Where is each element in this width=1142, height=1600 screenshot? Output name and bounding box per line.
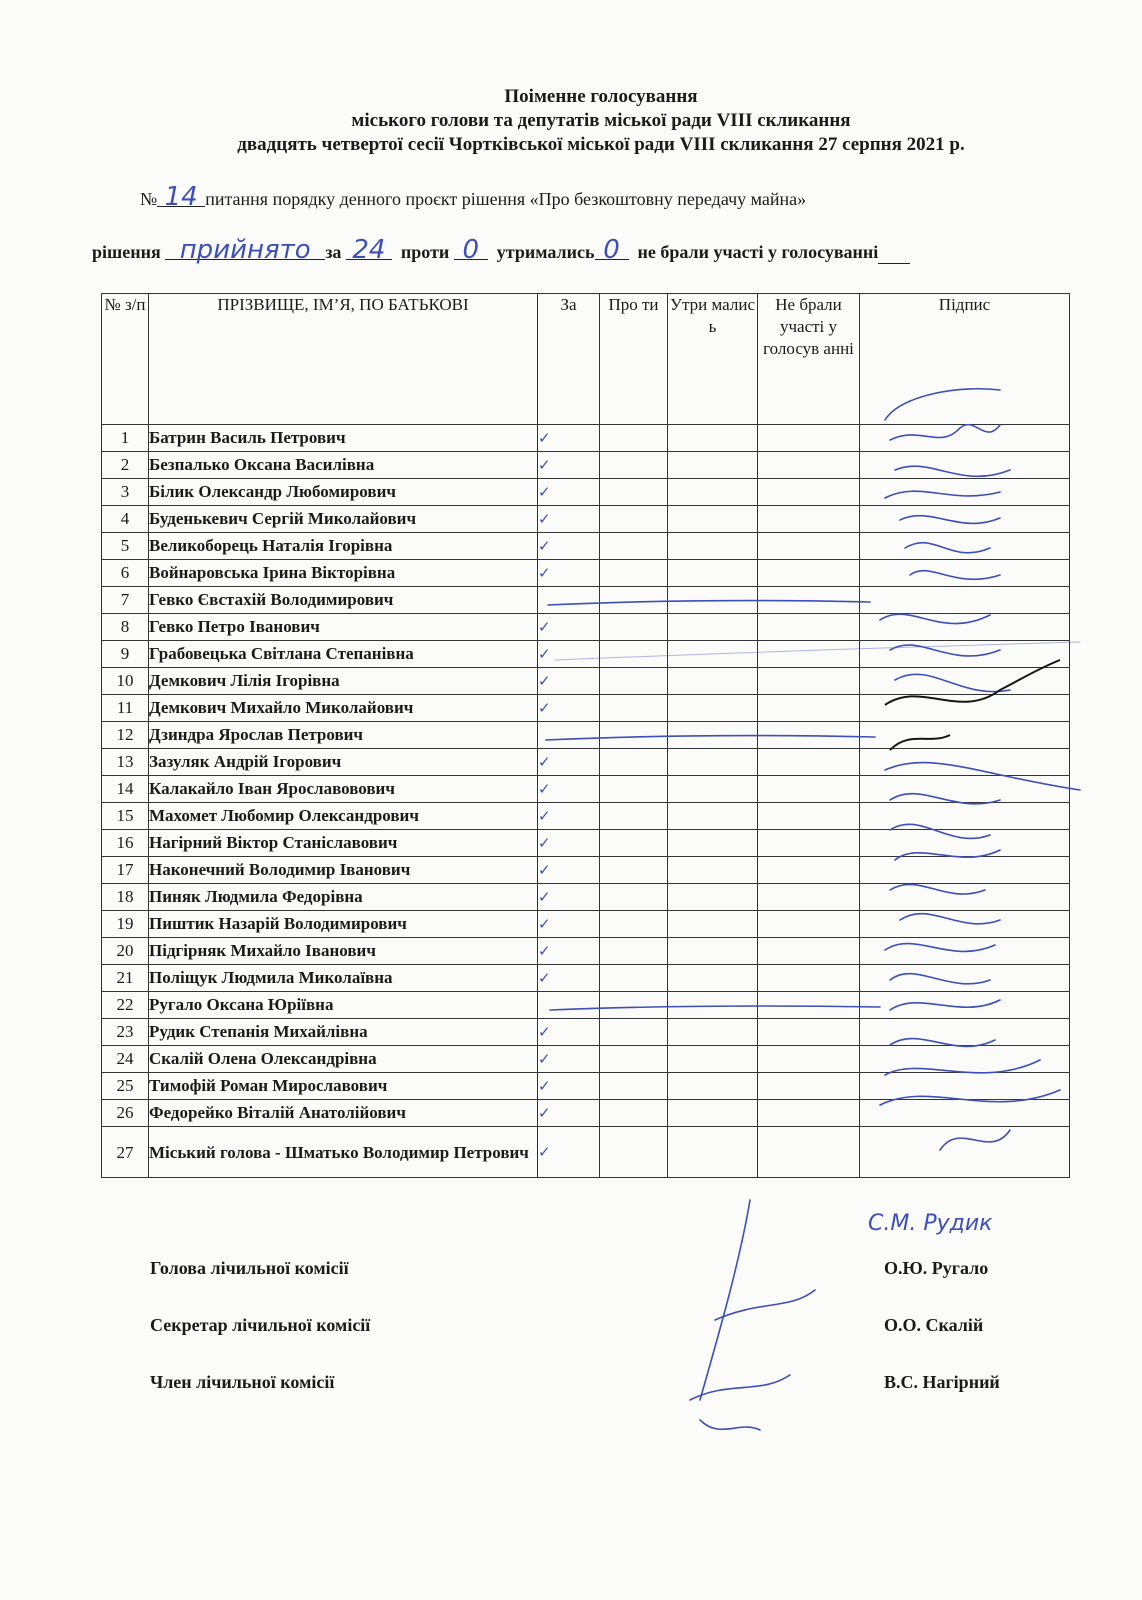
signature-cell bbox=[860, 452, 1070, 479]
table-row bbox=[102, 452, 1070, 479]
vote-against-cell bbox=[600, 830, 668, 857]
vote-not-voting-cell bbox=[758, 641, 860, 668]
row-number: 16 bbox=[102, 830, 149, 857]
table-row bbox=[102, 938, 1070, 965]
vote-against-cell bbox=[600, 1019, 668, 1046]
vote-against-cell bbox=[600, 803, 668, 830]
row-number: 27 bbox=[102, 1127, 149, 1178]
secretary-name: О.О. Скалій bbox=[884, 1315, 984, 1335]
check-mark-icon: ✓ bbox=[538, 1142, 551, 1161]
deputy-name: Поліщук Людмила Миколаївна bbox=[149, 965, 538, 992]
row-number: 15 bbox=[102, 803, 149, 830]
decision-label: рішення bbox=[92, 242, 161, 262]
vote-not-voting-cell bbox=[758, 1019, 860, 1046]
vote-abstained-cell bbox=[668, 668, 758, 695]
vote-abstained-cell bbox=[668, 938, 758, 965]
vote-abstained-cell bbox=[668, 830, 758, 857]
signature-cell bbox=[860, 1100, 1070, 1127]
vote-for-cell bbox=[538, 857, 600, 884]
table-row bbox=[102, 722, 1070, 749]
col-header-num: № з/п bbox=[102, 294, 149, 425]
row-number: 24 bbox=[102, 1046, 149, 1073]
deputy-name: Демкович Михайло Миколайович bbox=[149, 695, 538, 722]
vote-against-cell bbox=[600, 965, 668, 992]
abstained-label: утримались bbox=[496, 242, 595, 262]
vote-against-cell bbox=[600, 560, 668, 587]
commission-signatures bbox=[690, 1200, 815, 1430]
check-mark-icon: ✓ bbox=[538, 672, 551, 690]
vote-abstained-cell bbox=[668, 884, 758, 911]
deputy-name: Пиняк Людмила Федорівна bbox=[149, 884, 538, 911]
signature-cell bbox=[860, 695, 1070, 722]
table-row bbox=[102, 479, 1070, 506]
vote-for-cell bbox=[538, 695, 600, 722]
vote-for-cell bbox=[538, 938, 600, 965]
vote-not-voting-cell bbox=[758, 587, 860, 614]
check-mark-icon: ✓ bbox=[538, 1023, 551, 1041]
vote-for-cell bbox=[538, 1127, 600, 1178]
signature-cell bbox=[860, 668, 1070, 695]
deputy-name: Батрин Василь Петрович bbox=[149, 425, 538, 452]
table-row bbox=[102, 1046, 1070, 1073]
roll-call-table bbox=[101, 293, 1070, 1178]
deputy-name: Буденькевич Сергій Миколайович bbox=[149, 506, 538, 533]
vote-against-cell bbox=[600, 722, 668, 749]
row-number: 6 bbox=[102, 560, 149, 587]
deputy-name: Калакайло Іван Ярославовович bbox=[149, 776, 538, 803]
signature-cell bbox=[860, 533, 1070, 560]
vote-abstained-cell bbox=[668, 992, 758, 1019]
vote-not-voting-cell bbox=[758, 479, 860, 506]
row-number: 11 bbox=[102, 695, 149, 722]
table-row bbox=[102, 884, 1070, 911]
check-mark-icon: ✓ bbox=[538, 1050, 551, 1068]
row-number: 14 bbox=[102, 776, 149, 803]
vote-for-cell bbox=[538, 479, 600, 506]
row-number: 3 bbox=[102, 479, 149, 506]
deputy-name: Грабовецька Світлана Степанівна bbox=[149, 641, 538, 668]
vote-against-cell bbox=[600, 1046, 668, 1073]
signature-cell bbox=[860, 938, 1070, 965]
deputy-name: Рудик Степанія Михайлівна bbox=[149, 1019, 538, 1046]
abstained-count: 0 bbox=[595, 241, 629, 260]
vote-for-cell bbox=[538, 911, 600, 938]
deputy-name: Зазуляк Андрій Ігорович bbox=[149, 749, 538, 776]
deputy-name: Пиштик Назарій Володимирович bbox=[149, 911, 538, 938]
row-number: 10 bbox=[102, 668, 149, 695]
deputy-name: Великоборець Наталія Ігорівна bbox=[149, 533, 538, 560]
signature-cell bbox=[860, 1127, 1070, 1178]
vote-for-cell bbox=[538, 722, 600, 749]
agenda-item-line bbox=[140, 182, 807, 212]
vote-not-voting-cell bbox=[758, 533, 860, 560]
for-label: за bbox=[325, 242, 342, 262]
vote-for-cell bbox=[538, 965, 600, 992]
signature-cell bbox=[860, 1019, 1070, 1046]
table-row bbox=[102, 803, 1070, 830]
row-number: 7 bbox=[102, 587, 149, 614]
vote-not-voting-cell bbox=[758, 722, 860, 749]
vote-abstained-cell bbox=[668, 695, 758, 722]
signature-cell bbox=[860, 911, 1070, 938]
vote-against-cell bbox=[600, 533, 668, 560]
row-number: 21 bbox=[102, 965, 149, 992]
vote-for-cell bbox=[538, 506, 600, 533]
table-row bbox=[102, 776, 1070, 803]
row-number: 12 bbox=[102, 722, 149, 749]
decision-line bbox=[92, 235, 910, 265]
vote-abstained-cell bbox=[668, 479, 758, 506]
vote-against-cell bbox=[600, 695, 668, 722]
vote-against-cell bbox=[600, 506, 668, 533]
not-voting-blank bbox=[878, 242, 910, 264]
deputy-name: Наконечний Володимир Іванович bbox=[149, 857, 538, 884]
table-row bbox=[102, 641, 1070, 668]
vote-abstained-cell bbox=[668, 641, 758, 668]
vote-for-cell bbox=[538, 560, 600, 587]
check-mark-icon: ✓ bbox=[538, 888, 551, 906]
item-text: питання порядку денного проєкт рішення «Про безкоштовну передачу майна» bbox=[205, 189, 807, 209]
chair-name: О.Ю. Ругало bbox=[884, 1258, 989, 1278]
row-number: 22 bbox=[102, 992, 149, 1019]
vote-against-cell bbox=[600, 776, 668, 803]
vote-against-cell bbox=[600, 614, 668, 641]
vote-against-cell bbox=[600, 938, 668, 965]
vote-not-voting-cell bbox=[758, 803, 860, 830]
table-row bbox=[102, 911, 1070, 938]
check-mark-icon: ✓ bbox=[538, 537, 551, 555]
vote-not-voting-cell bbox=[758, 857, 860, 884]
vote-not-voting-cell bbox=[758, 965, 860, 992]
vote-not-voting-cell bbox=[758, 695, 860, 722]
for-count: 24 bbox=[346, 241, 392, 260]
vote-for-cell bbox=[538, 641, 600, 668]
signature-cell bbox=[860, 641, 1070, 668]
vote-abstained-cell bbox=[668, 560, 758, 587]
deputy-name: Войнаровська Ірина Вікторівна bbox=[149, 560, 538, 587]
row-number: 19 bbox=[102, 911, 149, 938]
vote-for-cell bbox=[538, 614, 600, 641]
check-mark-icon: ✓ bbox=[538, 915, 551, 933]
vote-for-cell bbox=[538, 803, 600, 830]
check-mark-icon: ✓ bbox=[538, 456, 551, 474]
item-prefix: № bbox=[140, 189, 158, 209]
table-row bbox=[102, 587, 1070, 614]
row-number: 20 bbox=[102, 938, 149, 965]
row-number: 8 bbox=[102, 614, 149, 641]
row-number: 18 bbox=[102, 884, 149, 911]
table-row bbox=[102, 425, 1070, 452]
vote-against-cell bbox=[600, 1073, 668, 1100]
vote-for-cell bbox=[538, 452, 600, 479]
deputy-name: Підгірняк Михайло Іванович bbox=[149, 938, 538, 965]
row-number: 26 bbox=[102, 1100, 149, 1127]
vote-not-voting-cell bbox=[758, 1127, 860, 1178]
signature-cell bbox=[860, 587, 1070, 614]
check-mark-icon: ✓ bbox=[538, 942, 551, 960]
vote-against-cell bbox=[600, 1100, 668, 1127]
vote-for-cell bbox=[538, 533, 600, 560]
check-mark-icon: ✓ bbox=[538, 807, 551, 825]
table-row bbox=[102, 992, 1070, 1019]
vote-not-voting-cell bbox=[758, 668, 860, 695]
vote-for-cell bbox=[538, 749, 600, 776]
row-number: 1 bbox=[102, 425, 149, 452]
vote-against-cell bbox=[600, 1127, 668, 1178]
deputy-name: Нагірний Віктор Станіславович bbox=[149, 830, 538, 857]
doc-title: Поіменне голосування bbox=[504, 86, 698, 107]
row-number: 4 bbox=[102, 506, 149, 533]
vote-not-voting-cell bbox=[758, 992, 860, 1019]
vote-for-cell bbox=[538, 425, 600, 452]
deputy-name: Ругало Оксана Юріївна bbox=[149, 992, 538, 1019]
table-row bbox=[102, 668, 1070, 695]
check-mark-icon: ✓ bbox=[538, 861, 551, 879]
vote-not-voting-cell bbox=[758, 749, 860, 776]
check-mark-icon: ✓ bbox=[538, 1104, 551, 1122]
deputy-name: Гевко Євстахій Володимирович bbox=[149, 587, 538, 614]
signature-cell bbox=[860, 506, 1070, 533]
check-mark-icon: ✓ bbox=[538, 969, 551, 987]
deputy-name: Безпалько Оксана Василівна bbox=[149, 452, 538, 479]
vote-not-voting-cell bbox=[758, 1073, 860, 1100]
col-header-for: За bbox=[538, 294, 600, 425]
against-label: проти bbox=[400, 242, 450, 262]
vote-abstained-cell bbox=[668, 722, 758, 749]
signature-cell bbox=[860, 776, 1070, 803]
vote-not-voting-cell bbox=[758, 425, 860, 452]
vote-not-voting-cell bbox=[758, 938, 860, 965]
signature-cell bbox=[860, 992, 1070, 1019]
vote-abstained-cell bbox=[668, 1127, 758, 1178]
vote-for-cell bbox=[538, 587, 600, 614]
table-row bbox=[102, 506, 1070, 533]
decision-result: прийнято bbox=[165, 241, 325, 260]
check-mark-icon: ✓ bbox=[538, 483, 551, 501]
row-number: 25 bbox=[102, 1073, 149, 1100]
table-row bbox=[102, 533, 1070, 560]
row-number: 13 bbox=[102, 749, 149, 776]
vote-not-voting-cell bbox=[758, 1100, 860, 1127]
deputy-name: Демкович Лілія Ігорівна bbox=[149, 668, 538, 695]
vote-not-voting-cell bbox=[758, 830, 860, 857]
signature-cell bbox=[860, 614, 1070, 641]
vote-abstained-cell bbox=[668, 452, 758, 479]
check-mark-icon: ✓ bbox=[538, 699, 551, 717]
session-line: двадцять четвертої сесії Чортківської міської ради VIII скликання 27 серпня 2021 р. bbox=[237, 134, 965, 155]
table-row bbox=[102, 1019, 1070, 1046]
signature-cell bbox=[860, 884, 1070, 911]
deputy-name: Гевко Петро Іванович bbox=[149, 614, 538, 641]
row-number: 9 bbox=[102, 641, 149, 668]
row-number: 2 bbox=[102, 452, 149, 479]
signature-cell bbox=[860, 965, 1070, 992]
vote-for-cell bbox=[538, 776, 600, 803]
signature-cell bbox=[860, 749, 1070, 776]
vote-against-cell bbox=[600, 884, 668, 911]
vote-against-cell bbox=[600, 452, 668, 479]
signature-cell bbox=[860, 722, 1070, 749]
check-mark-icon: ✓ bbox=[538, 753, 551, 771]
vote-not-voting-cell bbox=[758, 884, 860, 911]
table-row bbox=[102, 560, 1070, 587]
vote-for-cell bbox=[538, 1073, 600, 1100]
row-number: 5 bbox=[102, 533, 149, 560]
table-header-row bbox=[102, 294, 1070, 425]
deputy-name: Тимофій Роман Мирославович bbox=[149, 1073, 538, 1100]
vote-for-cell bbox=[538, 1046, 600, 1073]
deputy-name: Федорейко Віталій Анатолійович bbox=[149, 1100, 538, 1127]
signature-cell bbox=[860, 425, 1070, 452]
deputy-name: Дзиндра Ярослав Петрович bbox=[149, 722, 538, 749]
vote-against-cell bbox=[600, 749, 668, 776]
vote-against-cell bbox=[600, 857, 668, 884]
vote-for-cell bbox=[538, 830, 600, 857]
vote-not-voting-cell bbox=[758, 911, 860, 938]
item-number: 14 bbox=[157, 188, 205, 207]
vote-against-cell bbox=[600, 911, 668, 938]
vote-abstained-cell bbox=[668, 1046, 758, 1073]
vote-abstained-cell bbox=[668, 1019, 758, 1046]
member-label: Член лічильної комісії bbox=[150, 1372, 335, 1392]
table-row bbox=[102, 1073, 1070, 1100]
vote-for-cell bbox=[538, 884, 600, 911]
check-mark-icon: ✓ bbox=[538, 1077, 551, 1095]
check-mark-icon: ✓ bbox=[538, 645, 551, 663]
vote-abstained-cell bbox=[668, 911, 758, 938]
signature-cell bbox=[860, 1073, 1070, 1100]
col-header-signature: Підпис bbox=[860, 294, 1070, 425]
table-row bbox=[102, 614, 1070, 641]
table-row bbox=[102, 1127, 1070, 1178]
vote-not-voting-cell bbox=[758, 776, 860, 803]
vote-abstained-cell bbox=[668, 614, 758, 641]
signature-cell bbox=[860, 857, 1070, 884]
vote-against-cell bbox=[600, 479, 668, 506]
vote-abstained-cell bbox=[668, 803, 758, 830]
col-header-name: ПРІЗВИЩЕ, ІМ’Я, ПО БАТЬКОВІ bbox=[149, 294, 538, 425]
signature-cell bbox=[860, 803, 1070, 830]
check-mark-icon: ✓ bbox=[538, 618, 551, 636]
against-count: 0 bbox=[454, 241, 488, 260]
vote-abstained-cell bbox=[668, 857, 758, 884]
vote-against-cell bbox=[600, 668, 668, 695]
signature-cell bbox=[860, 1046, 1070, 1073]
deputy-name: Міський голова - Шматько Володимир Петрович bbox=[149, 1127, 538, 1178]
table-row bbox=[102, 695, 1070, 722]
check-mark-icon: ✓ bbox=[538, 834, 551, 852]
vote-abstained-cell bbox=[668, 776, 758, 803]
vote-abstained-cell bbox=[668, 965, 758, 992]
vote-not-voting-cell bbox=[758, 506, 860, 533]
vote-abstained-cell bbox=[668, 1073, 758, 1100]
deputy-name: Махомет Любомир Олександрович bbox=[149, 803, 538, 830]
handwritten-note: С.М. Рудик bbox=[868, 1211, 993, 1236]
vote-against-cell bbox=[600, 641, 668, 668]
row-number: 23 bbox=[102, 1019, 149, 1046]
vote-against-cell bbox=[600, 992, 668, 1019]
table-row bbox=[102, 1100, 1070, 1127]
vote-abstained-cell bbox=[668, 587, 758, 614]
table-row bbox=[102, 749, 1070, 776]
vote-abstained-cell bbox=[668, 1100, 758, 1127]
table-row bbox=[102, 857, 1070, 884]
check-mark-icon: ✓ bbox=[538, 564, 551, 582]
doc-subtitle: міського голови та депутатів міської ради VIII скликання bbox=[351, 110, 851, 131]
deputy-name: Скалій Олена Олександрівна bbox=[149, 1046, 538, 1073]
vote-against-cell bbox=[600, 425, 668, 452]
vote-against-cell bbox=[600, 587, 668, 614]
table-row bbox=[102, 965, 1070, 992]
col-header-not-voting: Не брали участі у голосув анні bbox=[758, 294, 860, 425]
row-number: 17 bbox=[102, 857, 149, 884]
vote-abstained-cell bbox=[668, 425, 758, 452]
signature-cell bbox=[860, 830, 1070, 857]
signature-cell bbox=[860, 560, 1070, 587]
chair-label: Голова лічильної комісії bbox=[150, 1258, 349, 1278]
check-mark-icon: ✓ bbox=[538, 510, 551, 528]
check-mark-icon: ✓ bbox=[538, 780, 551, 798]
not-voting-label: не брали участі у голосуванні bbox=[637, 242, 879, 262]
vote-not-voting-cell bbox=[758, 1046, 860, 1073]
vote-for-cell bbox=[538, 1019, 600, 1046]
vote-not-voting-cell bbox=[758, 560, 860, 587]
vote-abstained-cell bbox=[668, 749, 758, 776]
table-body bbox=[102, 425, 1070, 1178]
vote-for-cell bbox=[538, 992, 600, 1019]
deputy-name: Білик Олександр Любомирович bbox=[149, 479, 538, 506]
vote-abstained-cell bbox=[668, 506, 758, 533]
vote-not-voting-cell bbox=[758, 452, 860, 479]
secretary-label: Секретар лічильної комісії bbox=[150, 1315, 371, 1335]
col-header-abstained: Утри малис ь bbox=[668, 294, 758, 425]
vote-not-voting-cell bbox=[758, 614, 860, 641]
vote-for-cell bbox=[538, 1100, 600, 1127]
member-name: В.С. Нагірний bbox=[884, 1372, 1000, 1392]
vote-for-cell bbox=[538, 668, 600, 695]
check-mark-icon: ✓ bbox=[538, 429, 551, 447]
vote-abstained-cell bbox=[668, 533, 758, 560]
table-row bbox=[102, 830, 1070, 857]
col-header-against: Про ти bbox=[600, 294, 668, 425]
signature-cell bbox=[860, 479, 1070, 506]
